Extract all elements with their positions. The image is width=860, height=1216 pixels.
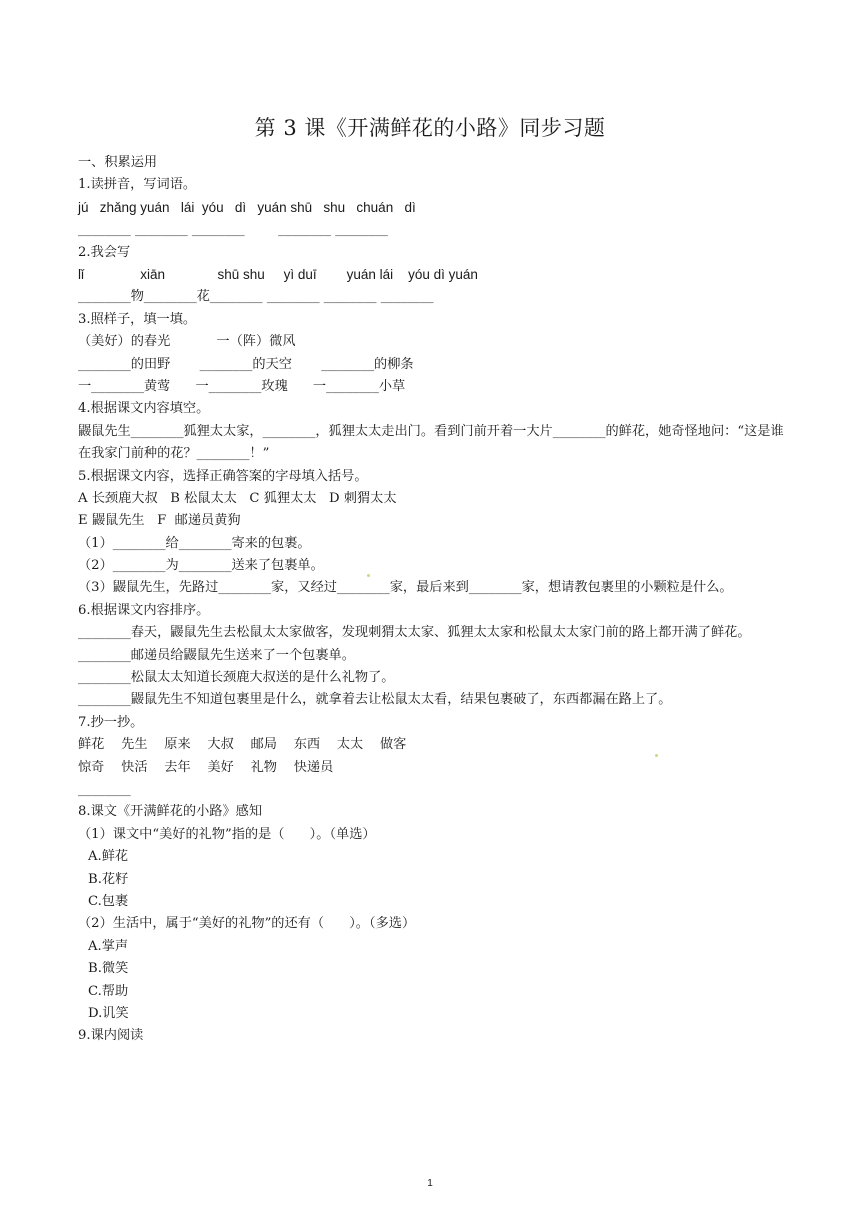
speck-mark (367, 574, 370, 577)
section-heading: 一、积累运用 (78, 155, 158, 170)
question-6-item-2: ________邮递员给鼹鼠先生送来了一个包裹单。 (78, 647, 355, 663)
speck-mark (655, 754, 658, 757)
question-5-prompt: 5.根据课文内容，选择正确答案的字母填入括号。 (78, 468, 368, 484)
page-number: 1 (427, 1178, 433, 1189)
question-7-blank: ________ (78, 782, 131, 797)
question-7-words-1: 鲜花 先生 原来 大叔 邮局 东西 太太 做客 (78, 737, 407, 753)
question-8-option-c2: C.帮助 (88, 983, 129, 999)
question-2-blanks: ________物________花________ ________ ________ ________ (78, 289, 434, 305)
question-6-item-4: ________鼹鼠先生不知道包裹里是什么，就拿着去让松鼠太太看，结果包裹破了，东西都漏在路上了。 (78, 692, 672, 708)
question-7-words-2: 惊奇 快活 去年 美好 礼物 快递员 (78, 759, 334, 775)
question-8-option-a2: A.掌声 (88, 938, 129, 954)
question-5-item-1: （1）________给________寄来的包裹。 (78, 535, 311, 551)
question-5-options-1: A 长颈鹿大叔 B 松鼠太太 C 狐狸太太 D 刺猬太太 (78, 490, 397, 506)
page-title: 第 3 课《开满鲜花的小路》同步习题 (254, 116, 606, 140)
question-2-pinyin: lǐ xiān shū shu yì duī yuán lái yóu dì yuán (78, 266, 478, 282)
question-8-option-b2: B.微笑 (88, 961, 129, 977)
question-6-item-1: ________春天，鼹鼠先生去松鼠太太家做客，发现刺猬太太家、狐狸太太家和松鼠太太家门前的路上都开满了鲜花。 (78, 625, 751, 641)
question-7-prompt: 7.抄一抄。 (78, 714, 144, 730)
exercise-content (78, 152, 784, 1048)
question-3-prompt: 3.照样子，填一填。 (78, 311, 197, 327)
question-8-part-1: （1）课文中“美好的礼物”指的是（ ）。（单选） (78, 826, 376, 842)
question-8-part-2: （2）生活中，属于“美好的礼物”的还有（ ）。（多选） (78, 916, 416, 932)
question-1-prompt: 1.读拼音，写词语。 (78, 177, 197, 193)
question-8-option-a: A.鲜花 (88, 849, 129, 865)
question-4-passage: 鼹鼠先生________狐狸太太家，________，狐狸太太走出门。看到门前开着一大片________的鲜花，她奇怪地问：“这是谁在我家门前种的花？________！” (78, 423, 784, 462)
question-6-item-3: ________松鼠太太知道长颈鹿大叔送的是什么礼物了。 (78, 670, 395, 686)
question-1-blanks: ________ ________ ________ ________ ________ (78, 222, 388, 238)
question-8-prompt: 8.课文《开满鲜花的小路》感知 (78, 804, 263, 820)
question-2-prompt: 2.我会写 (78, 244, 131, 260)
question-3-row-2: 一________黄莺 一________玫瑰 一________小草 (78, 378, 406, 394)
question-6-prompt: 6.根据课文内容排序。 (78, 602, 210, 618)
question-8-option-b: B.花籽 (88, 871, 129, 887)
question-5-options-2: E 鼹鼠先生 F 邮递员黄狗 (78, 513, 241, 529)
question-1-pinyin: jú zhǎng yuán lái yóu dì yuán shū shu chuán dì (78, 199, 416, 215)
question-8-option-d2: D.讥笑 (88, 1005, 129, 1021)
question-8-option-c: C.包裹 (88, 893, 129, 909)
question-3-row-1: ________的田野 ________的天空 ________的柳条 (78, 356, 414, 372)
question-9-prompt: 9.课内阅读 (78, 1028, 144, 1044)
question-5-item-3: （3）鼹鼠先生，先路过________家，又经过________家，最后来到________家，想请教包裹里的小颗粒是什么。 (78, 580, 733, 596)
question-5-item-2: （2）________为________送来了包裹单。 (78, 558, 324, 574)
question-4-prompt: 4.根据课文内容填空。 (78, 401, 210, 417)
question-3-example: （美好）的春光 一（阵）微风 (78, 334, 296, 350)
